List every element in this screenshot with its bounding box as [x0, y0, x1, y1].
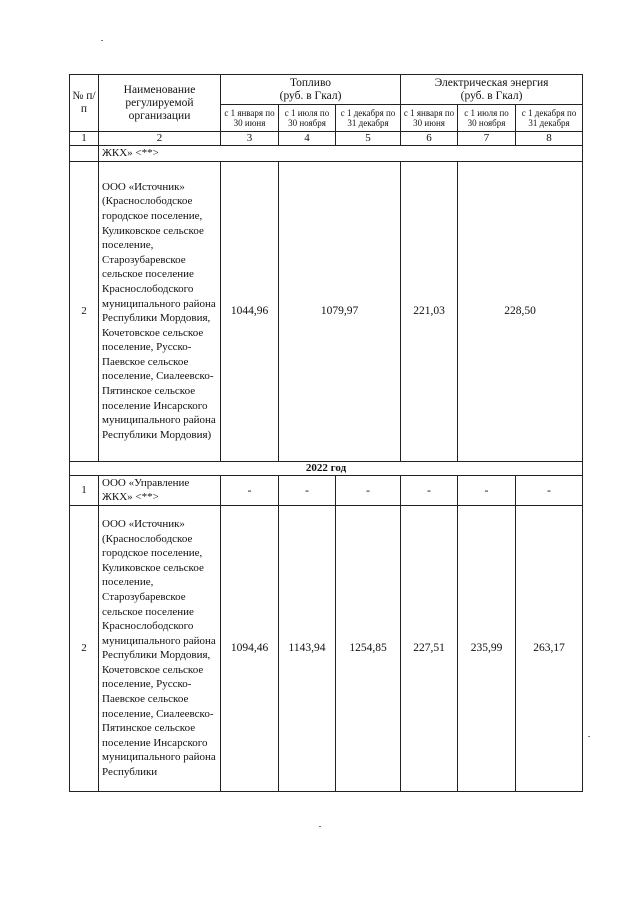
fuel-unit: (руб. в Гкал) [279, 89, 342, 102]
year-label: 2022 год [70, 461, 583, 475]
column-number: 6 [401, 132, 458, 146]
column-number: 8 [516, 132, 583, 146]
period-cell: с 1 декабря по 31 декабря [516, 105, 583, 132]
column-number: 5 [336, 132, 401, 146]
period-cell: с 1 января по 30 июня [221, 105, 279, 132]
period-cell: с 1 июля по 30 ноября [279, 105, 336, 132]
column-number: 3 [221, 132, 279, 146]
scan-speck [588, 736, 590, 737]
value-cell: 228,50 [458, 161, 583, 461]
electric-title: Электрическая энергия [434, 76, 549, 89]
value-cell: - [458, 475, 516, 505]
organization-name: ООО «Источник» (Краснослободское городское поселение, Куликовское сельское поселение, Старозубаревское сельское поселение Краснослободского муниципального района Республики Мордовия, Кочетовское сельское поселение, Русско-Паевское сельское поселение, Сиалеевско-Пятинское сельское поселение Инсарского муниципального района Республики [99, 505, 221, 791]
value-cell: - [279, 475, 336, 505]
value-cell: 263,17 [516, 505, 583, 791]
row-number [70, 146, 99, 162]
column-number: 7 [458, 132, 516, 146]
value-cell: 1044,96 [221, 161, 279, 461]
column-number-row [70, 132, 583, 146]
value-cell: - [221, 475, 279, 505]
table-row [70, 475, 583, 505]
carry-over-name: ЖКХ» <**> [99, 146, 583, 162]
fuel-title: Топливо [289, 76, 332, 89]
value-cell: 221,03 [401, 161, 458, 461]
value-cell: 1254,85 [336, 505, 401, 791]
scan-speck [319, 826, 321, 827]
electric-unit: (руб. в Гкал) [460, 89, 523, 102]
organization-name: ООО «Управление ЖКХ» <**> [99, 475, 221, 505]
row-number: 2 [70, 161, 99, 461]
scan-speck [101, 40, 103, 41]
organization-name: ООО «Источник» (Краснослободское городское поселение, Куликовское сельское поселение, Старозубаревское сельское поселение Краснослободского муниципального района Республики Мордовия, Кочетовское сельское поселение, Русско-Паевское сельское поселение, Сиалеевско-Пятинское сельское поселение Инсарского муниципального района Республики Мордовия) [99, 161, 221, 461]
value-cell: 1143,94 [279, 505, 336, 791]
header-num: № п/п [70, 75, 99, 132]
period-cell: с 1 декабря по 31 декабря [336, 105, 401, 132]
value-cell: 1079,97 [279, 161, 401, 461]
table-row [70, 505, 583, 791]
header-fuel [221, 75, 401, 105]
value-cell: 227,51 [401, 505, 458, 791]
header-row [70, 75, 583, 105]
value-cell: - [401, 475, 458, 505]
row-number: 1 [70, 475, 99, 505]
table-row [70, 161, 583, 461]
value-cell: 235,99 [458, 505, 516, 791]
tariff-table [69, 74, 583, 792]
column-number: 4 [279, 132, 336, 146]
value-cell: - [336, 475, 401, 505]
year-row [70, 461, 583, 475]
period-cell: с 1 января по 30 июня [401, 105, 458, 132]
column-number: 1 [70, 132, 99, 146]
column-number: 2 [99, 132, 221, 146]
row-number: 2 [70, 505, 99, 791]
table-row [70, 146, 583, 162]
header-electric [401, 75, 583, 105]
value-cell: - [516, 475, 583, 505]
period-cell: с 1 июля по 30 ноября [458, 105, 516, 132]
value-cell: 1094,46 [221, 505, 279, 791]
header-name: Наименование регулируемой организации [99, 75, 221, 132]
